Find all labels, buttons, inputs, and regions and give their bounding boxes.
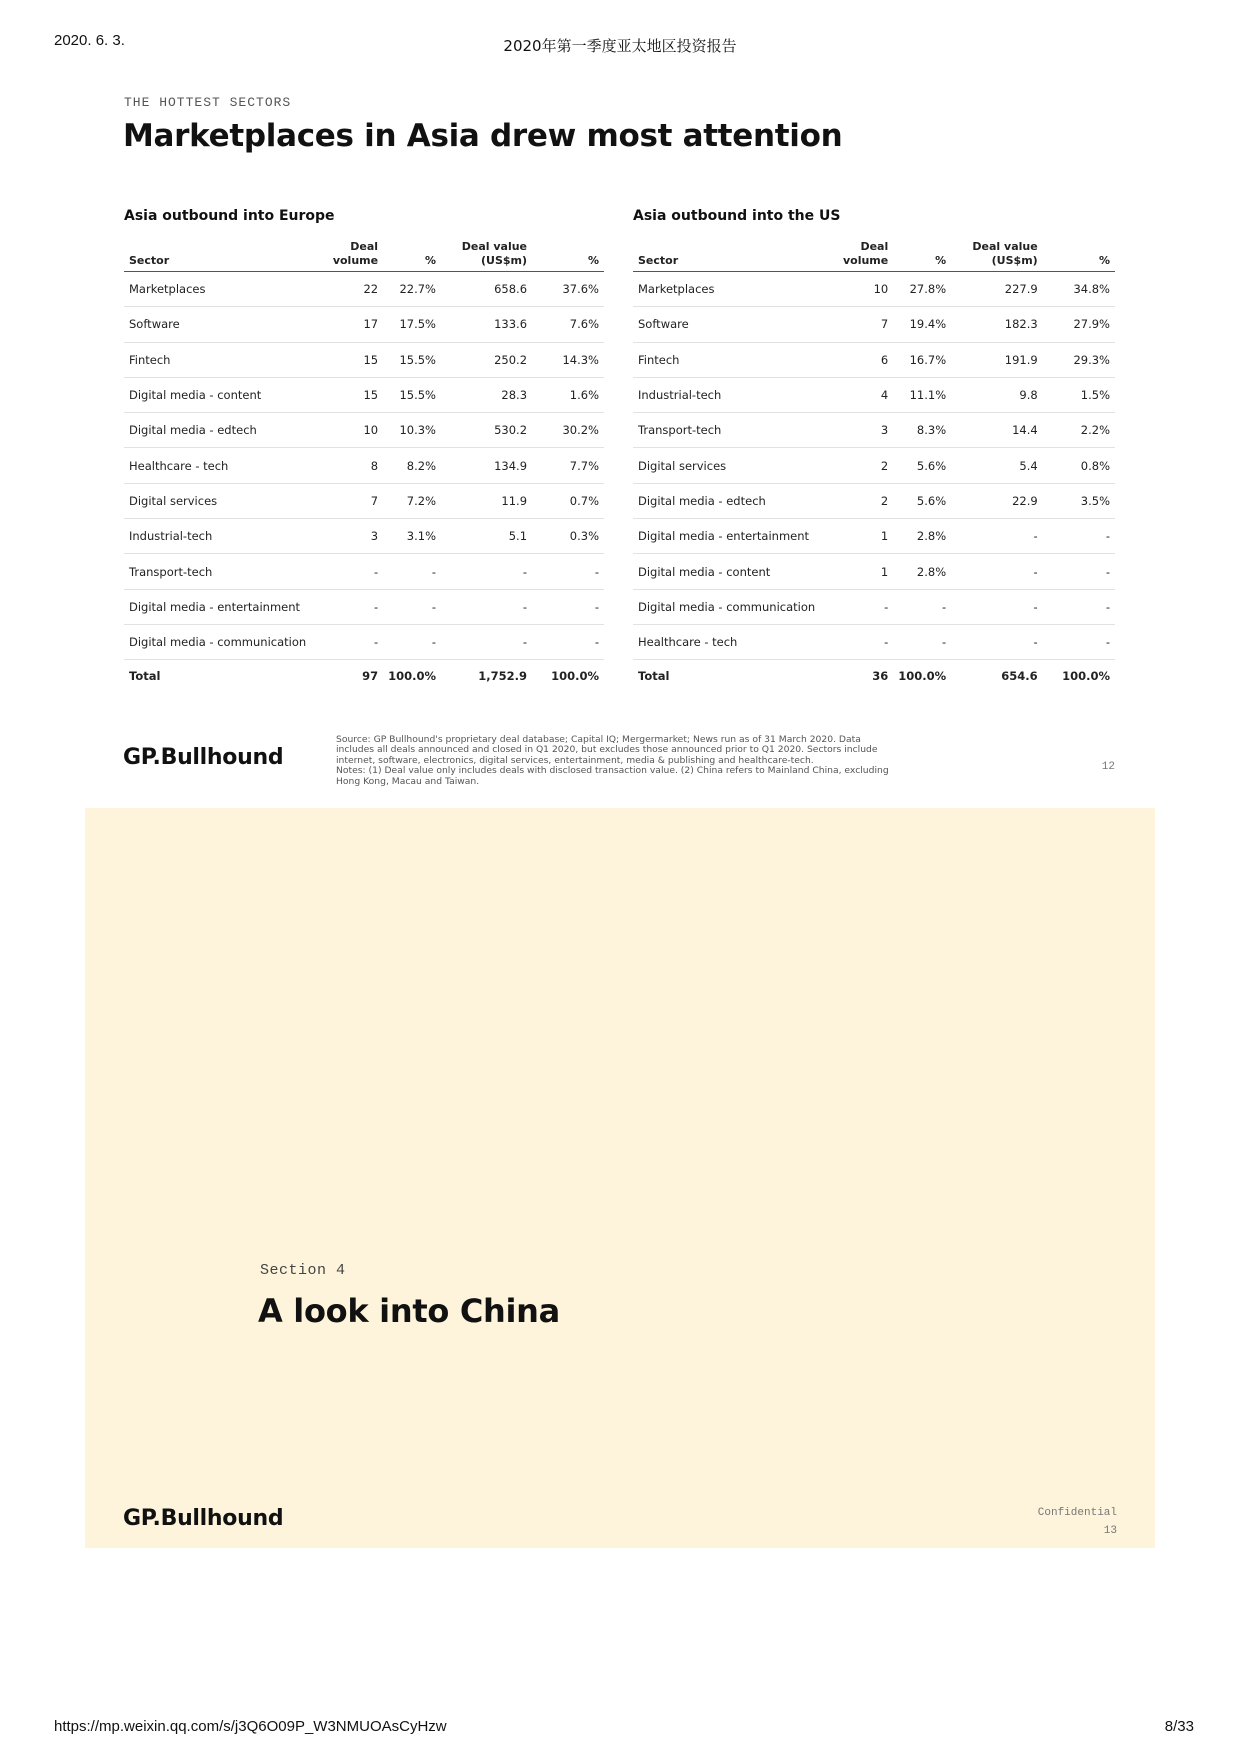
slide-hottest-sectors <box>85 80 1155 800</box>
cell-volume-pct: 22.7% <box>383 272 441 307</box>
cell-deal-volume: - <box>326 554 384 589</box>
cell-deal-value: - <box>951 554 1043 589</box>
cell-sector: Software <box>124 307 326 342</box>
total-value-pct: 100.0% <box>1043 660 1115 693</box>
cell-sector: Digital services <box>633 448 835 483</box>
cell-volume-pct: 8.3% <box>893 413 951 448</box>
source-notes: Source: GP Bullhound's proprietary deal database; Capital IQ; Mergermarket; News run as of 31 March 2020. Data includes all deals announced and closed in Q1 2020, but excludes those announced prior to Q1 2020. Sectors include internet, software, electronics, digital services, entertainment, media & publishing and healthcare-tech. Notes: (1) Deal value only includes deals with disclosed transaction value. (2) China refers to Mainland China, excluding Hong Kong, Macau and Taiwan. <box>336 734 889 787</box>
col-deal-value: Deal value (US$m) <box>951 240 1043 272</box>
cell-deal-value: - <box>441 589 532 624</box>
table-row <box>633 307 1115 342</box>
cell-deal-volume: 10 <box>835 272 893 307</box>
section-title: A look into China <box>258 1292 560 1330</box>
gp-bullhound-logo: GP.Bullhound <box>123 745 284 770</box>
cell-volume-pct: 19.4% <box>893 307 951 342</box>
confidential-marker <box>1038 1504 1117 1540</box>
cell-deal-volume: 1 <box>835 519 893 554</box>
cell-deal-value: 11.9 <box>441 483 532 518</box>
cell-deal-value: - <box>441 624 532 659</box>
cell-value-pct: 3.5% <box>1043 483 1115 518</box>
cell-sector: Digital media - content <box>124 377 326 412</box>
slide-kicker: THE HOTTEST SECTORS <box>124 95 292 110</box>
slide-page-number: 13 <box>1103 1525 1117 1537</box>
cell-sector: Transport-tech <box>633 413 835 448</box>
cell-volume-pct: 8.2% <box>383 448 441 483</box>
cell-volume-pct: 27.8% <box>893 272 951 307</box>
cell-deal-volume: 3 <box>835 413 893 448</box>
cell-volume-pct: 3.1% <box>383 519 441 554</box>
cell-sector: Transport-tech <box>124 554 326 589</box>
print-date: 2020. 6. 3. <box>54 32 125 49</box>
cell-volume-pct: 15.5% <box>383 377 441 412</box>
table-row <box>124 413 604 448</box>
cell-volume-pct: 5.6% <box>893 483 951 518</box>
cell-deal-volume: 15 <box>326 342 384 377</box>
cell-deal-value: 250.2 <box>441 342 532 377</box>
cell-value-pct: - <box>532 589 604 624</box>
cell-volume-pct: 2.8% <box>893 554 951 589</box>
cell-deal-volume: 10 <box>326 413 384 448</box>
col-deal-volume: Deal volume <box>835 240 893 272</box>
total-deal-volume: 97 <box>326 660 384 693</box>
cell-deal-volume: 7 <box>326 483 384 518</box>
cell-sector: Industrial-tech <box>633 377 835 412</box>
cell-sector: Software <box>633 307 835 342</box>
europe-table-title: Asia outbound into Europe <box>124 208 335 224</box>
europe-table-block <box>124 208 604 692</box>
total-volume-pct: 100.0% <box>893 660 951 693</box>
cell-volume-pct: 11.1% <box>893 377 951 412</box>
cell-deal-volume: - <box>835 589 893 624</box>
slide-page-number: 12 <box>1101 761 1115 773</box>
cell-deal-volume: - <box>326 589 384 624</box>
cell-value-pct: - <box>532 554 604 589</box>
cell-volume-pct: 17.5% <box>383 307 441 342</box>
col-deal-volume: Deal volume <box>326 240 384 272</box>
col-value-pct: % <box>532 240 604 272</box>
cell-volume-pct: 2.8% <box>893 519 951 554</box>
cell-deal-value: 5.4 <box>951 448 1043 483</box>
us-table-title: Asia outbound into the US <box>633 208 841 224</box>
cell-deal-volume: 6 <box>835 342 893 377</box>
table-row <box>124 448 604 483</box>
table-total-row <box>124 660 604 693</box>
cell-sector: Healthcare - tech <box>124 448 326 483</box>
cell-volume-pct: 7.2% <box>383 483 441 518</box>
cell-deal-value: 530.2 <box>441 413 532 448</box>
cell-volume-pct: 16.7% <box>893 342 951 377</box>
cell-value-pct: 7.6% <box>532 307 604 342</box>
cell-deal-volume: 2 <box>835 483 893 518</box>
cell-sector: Digital media - entertainment <box>124 589 326 624</box>
cell-sector: Digital media - communication <box>124 624 326 659</box>
total-label: Total <box>633 660 835 693</box>
cell-deal-volume: - <box>835 624 893 659</box>
cell-deal-value: 22.9 <box>951 483 1043 518</box>
cell-volume-pct: - <box>893 589 951 624</box>
cell-value-pct: 14.3% <box>532 342 604 377</box>
cell-value-pct: - <box>1043 589 1115 624</box>
cell-deal-value: - <box>951 519 1043 554</box>
print-page-count: 8/33 <box>1164 1718 1194 1735</box>
cell-deal-volume: 7 <box>835 307 893 342</box>
table-row <box>124 307 604 342</box>
cell-sector: Digital media - communication <box>633 589 835 624</box>
total-value-pct: 100.0% <box>532 660 604 693</box>
cell-volume-pct: - <box>383 554 441 589</box>
col-volume-pct: % <box>383 240 441 272</box>
print-title: 2020年第一季度亚太地区投资报告 <box>503 37 737 55</box>
cell-deal-value: 191.9 <box>951 342 1043 377</box>
confidential-label: Confidential <box>1037 1507 1117 1519</box>
cell-deal-value: 182.3 <box>951 307 1043 342</box>
cell-value-pct: - <box>1043 519 1115 554</box>
table-row <box>124 483 604 518</box>
print-url: https://mp.weixin.qq.com/s/j3Q6O09P_W3NMUOAsCyHzw <box>54 1718 447 1735</box>
table-row <box>124 342 604 377</box>
table-row <box>124 272 604 307</box>
cell-value-pct: 1.5% <box>1043 377 1115 412</box>
cell-value-pct: - <box>1043 554 1115 589</box>
cell-value-pct: 1.6% <box>532 377 604 412</box>
europe-table <box>124 240 604 692</box>
total-deal-value: 654.6 <box>951 660 1043 693</box>
cell-value-pct: 0.8% <box>1043 448 1115 483</box>
table-row <box>633 519 1115 554</box>
cell-deal-volume: 8 <box>326 448 384 483</box>
total-deal-value: 1,752.9 <box>441 660 532 693</box>
cell-value-pct: - <box>1043 624 1115 659</box>
total-volume-pct: 100.0% <box>383 660 441 693</box>
cell-value-pct: 34.8% <box>1043 272 1115 307</box>
table-row <box>124 554 604 589</box>
cell-deal-value: - <box>951 589 1043 624</box>
table-row <box>633 624 1115 659</box>
us-table <box>633 240 1115 692</box>
cell-deal-value: 14.4 <box>951 413 1043 448</box>
cell-deal-value: 133.6 <box>441 307 532 342</box>
cell-deal-volume: 22 <box>326 272 384 307</box>
col-sector: Sector <box>124 240 326 272</box>
cell-deal-volume: - <box>326 624 384 659</box>
table-row <box>633 342 1115 377</box>
cell-value-pct: 27.9% <box>1043 307 1115 342</box>
cell-sector: Digital services <box>124 483 326 518</box>
col-sector: Sector <box>633 240 835 272</box>
table-row <box>124 624 604 659</box>
cell-deal-value: - <box>441 554 532 589</box>
table-row <box>633 448 1115 483</box>
total-label: Total <box>124 660 326 693</box>
cell-deal-value: 5.1 <box>441 519 532 554</box>
table-row <box>633 413 1115 448</box>
cell-deal-value: 658.6 <box>441 272 532 307</box>
cell-sector: Marketplaces <box>124 272 326 307</box>
table-row <box>124 589 604 624</box>
cell-sector: Fintech <box>633 342 835 377</box>
table-header-row <box>124 240 604 272</box>
cell-value-pct: 7.7% <box>532 448 604 483</box>
cell-sector: Healthcare - tech <box>633 624 835 659</box>
section-label: Section 4 <box>260 1262 346 1279</box>
table-row <box>124 519 604 554</box>
cell-sector: Marketplaces <box>633 272 835 307</box>
cell-volume-pct: 5.6% <box>893 448 951 483</box>
cell-volume-pct: - <box>383 589 441 624</box>
table-row <box>633 483 1115 518</box>
table-total-row <box>633 660 1115 693</box>
cell-volume-pct: 10.3% <box>383 413 441 448</box>
cell-value-pct: 37.6% <box>532 272 604 307</box>
table-row <box>633 377 1115 412</box>
cell-value-pct: 2.2% <box>1043 413 1115 448</box>
cell-sector: Fintech <box>124 342 326 377</box>
cell-sector: Digital media - entertainment <box>633 519 835 554</box>
slide-section-china <box>85 808 1155 1548</box>
cell-sector: Digital media - content <box>633 554 835 589</box>
cell-deal-volume: 17 <box>326 307 384 342</box>
us-table-block <box>633 208 1115 692</box>
col-volume-pct: % <box>893 240 951 272</box>
cell-value-pct: - <box>532 624 604 659</box>
cell-deal-volume: 15 <box>326 377 384 412</box>
cell-deal-value: 28.3 <box>441 377 532 412</box>
total-deal-volume: 36 <box>835 660 893 693</box>
cell-sector: Industrial-tech <box>124 519 326 554</box>
cell-value-pct: 29.3% <box>1043 342 1115 377</box>
cell-volume-pct: - <box>893 624 951 659</box>
cell-sector: Digital media - edtech <box>124 413 326 448</box>
table-row <box>633 272 1115 307</box>
cell-deal-volume: 3 <box>326 519 384 554</box>
cell-value-pct: 0.3% <box>532 519 604 554</box>
slide-headline: Marketplaces in Asia drew most attention <box>123 118 843 154</box>
gp-bullhound-logo: GP.Bullhound <box>123 1506 284 1531</box>
cell-deal-volume: 1 <box>835 554 893 589</box>
cell-deal-volume: 4 <box>835 377 893 412</box>
cell-deal-value: 227.9 <box>951 272 1043 307</box>
cell-volume-pct: 15.5% <box>383 342 441 377</box>
cell-deal-value: 134.9 <box>441 448 532 483</box>
cell-value-pct: 0.7% <box>532 483 604 518</box>
cell-deal-value: 9.8 <box>951 377 1043 412</box>
table-row <box>124 377 604 412</box>
col-value-pct: % <box>1043 240 1115 272</box>
table-header-row <box>633 240 1115 272</box>
cell-sector: Digital media - edtech <box>633 483 835 518</box>
cell-deal-value: - <box>951 624 1043 659</box>
cell-value-pct: 30.2% <box>532 413 604 448</box>
cell-volume-pct: - <box>383 624 441 659</box>
cell-deal-volume: 2 <box>835 448 893 483</box>
table-row <box>633 589 1115 624</box>
table-row <box>633 554 1115 589</box>
col-deal-value: Deal value (US$m) <box>441 240 532 272</box>
